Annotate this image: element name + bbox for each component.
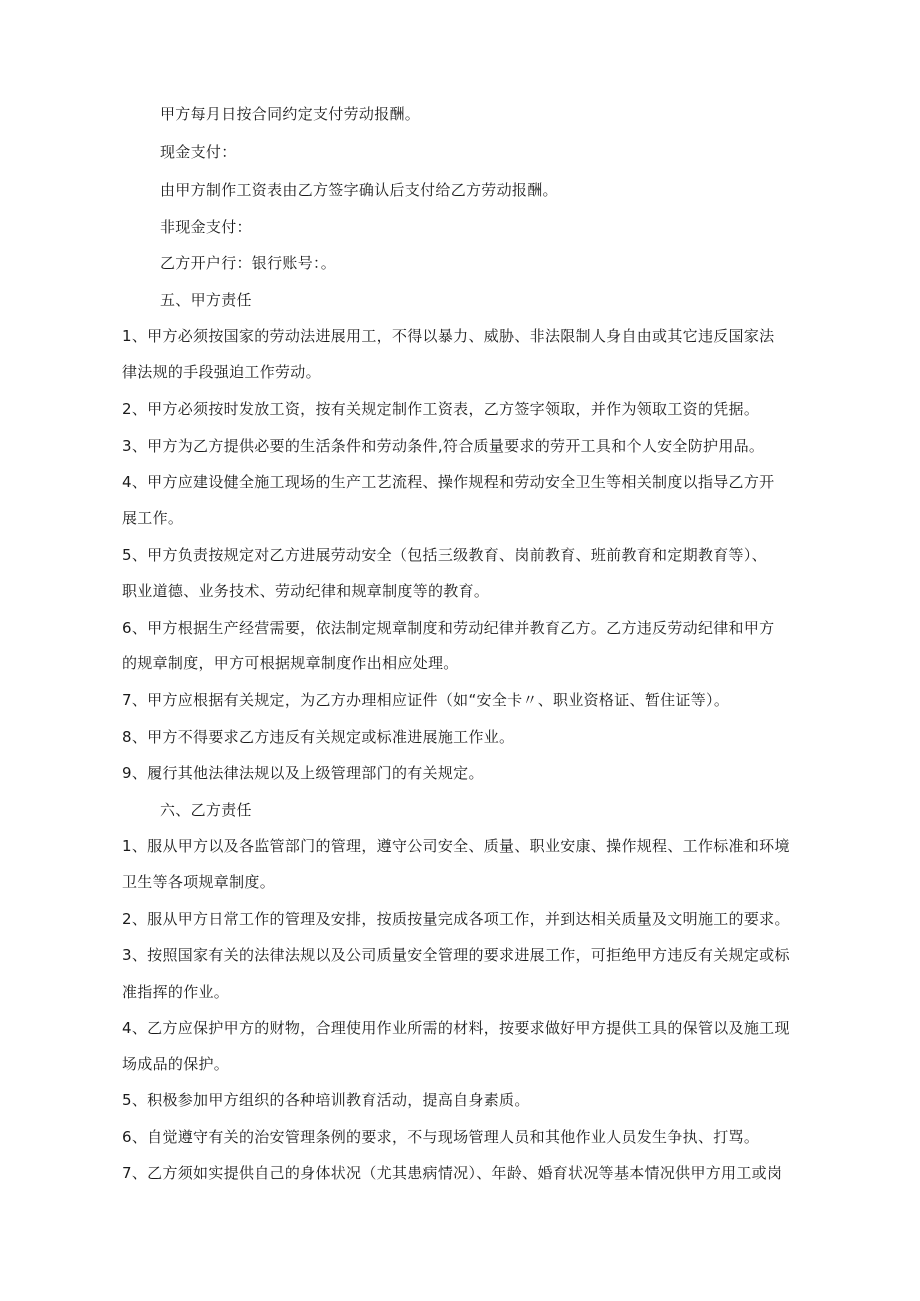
section-5-line: 7、甲方应根据有关规定，为乙方办理相应证件（如“安全卡〃、职业资格证、暂住证等）。 (122, 691, 730, 709)
section-6-heading: 六、乙方责任 (160, 801, 252, 819)
section-5-line: 5、甲方负责按规定对乙方进展劳动安全（包括三级教育、岗前教育、班前教育和定期教育等）、 (122, 546, 767, 564)
section-5-line: 的规章制度，甲方可根据规章制度作出相应处理。 (122, 654, 459, 672)
cash-payment-label: 现金支付： (160, 143, 237, 161)
cash-payment-desc: 由甲方制作工资表由乙方签字确认后支付给乙方劳动报酬。 (160, 181, 558, 199)
payment-line: 甲方每月日按合同约定支付劳动报酬。 (160, 105, 421, 123)
section-5-line: 4、甲方应建设健全施工现场的生产工艺流程、操作规程和劳动安全卫生等相关制度以指导乙方开 (122, 473, 775, 491)
section-5-line: 6、甲方根据生产经营需要，依法制定规章制度和劳动纪律并教育乙方。乙方违反劳动纪律和甲方 (122, 619, 775, 637)
section-5-line: 8、甲方不得要求乙方违反有关规定或标准进展施工作业。 (122, 728, 515, 746)
bank-info: 乙方开户行：银行账号：。 (160, 254, 337, 272)
section-6-line: 5、积极参加甲方组织的各种培训教育活动，提高自身素质。 (122, 1091, 530, 1109)
section-5-line: 1、甲方必须按国家的劳动法进展用工，不得以暴力、威胁、非法限制人身自由或其它违反国家法 (122, 327, 775, 345)
section-6-line: 1、服从甲方以及各监管部门的管理，遵守公司安全、质量、职业安康、操作规程、工作标准和环境 (122, 837, 790, 855)
section-5-line: 展工作。 (122, 509, 184, 527)
section-6-line: 准指挥的作业。 (122, 983, 230, 1001)
section-6-line: 场成品的保护。 (122, 1055, 230, 1073)
section-5-line: 2、甲方必须按时发放工资，按有关规定制作工资表，乙方签字领取，并作为领取工资的凭据。 (122, 400, 760, 418)
section-5-line: 律法规的手段强迫工作劳动。 (122, 363, 321, 381)
section-6-line: 4、乙方应保护甲方的财物，合理使用作业所需的材料，按要求做好甲方提供工具的保管以及施工现 (122, 1019, 790, 1037)
section-5-heading: 五、甲方责任 (160, 291, 252, 309)
noncash-payment-label: 非现金支付： (160, 218, 252, 236)
section-6-line: 3、按照国家有关的法律法规以及公司质量安全管理的要求进展工作，可拒绝甲方违反有关规定或标 (122, 946, 790, 964)
section-6-line: 2、服从甲方日常工作的管理及安排，按质按量完成各项工作，并到达相关质量及文明施工的要求。 (122, 910, 790, 928)
section-5-line: 3、甲方为乙方提供必要的生活条件和劳动条件,符合质量要求的劳开工具和个人安全防护用品。 (122, 437, 765, 455)
section-6-line: 6、自觉遵守有关的治安管理条例的要求，不与现场管理人员和其他作业人员发生争执、打骂。 (122, 1128, 760, 1146)
section-5-line: 职业道德、业务技术、劳动纪律和规章制度等的教育。 (122, 582, 490, 600)
section-6-line: 7、乙方须如实提供自己的身体状况（尤其患病情况）、年龄、婚育状况等基本情况供甲方用工或岗 (122, 1164, 783, 1182)
section-6-line: 卫生等各项规章制度。 (122, 873, 276, 891)
section-5-line: 9、履行其他法律法规以及上级管理部门的有关规定。 (122, 764, 484, 782)
